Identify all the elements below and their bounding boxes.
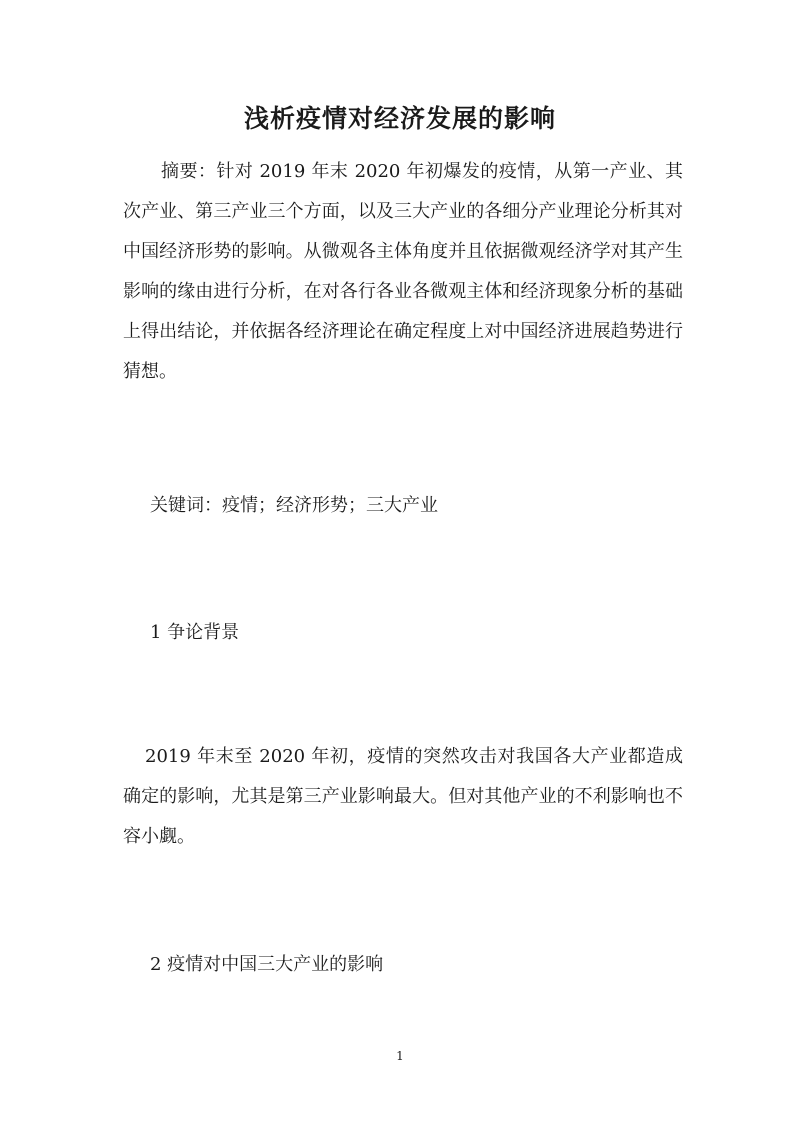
keywords-line: 关键词：疫情；经济形势；三大产业 [150, 495, 438, 516]
document-title: 浅析疫情对经济发展的影响 [243, 104, 556, 133]
abstract-paragraph: 摘要：针对 2019 年末 2020 年初爆发的疫情，从第一产业、其次产业、第三产业三个方面，以及三大产业的各细分产业理论分析其对中国经济形势的影响。从微观各主体角度并且依据微观经济学对其产生影响的缘由进行分析，在对各行各业各微观主体和经济现象分析的基础上得出结论，并依据各经济理论在确定程度上对中国经济进展趋势进行猜想。 [123, 161, 683, 382]
page-number: 1 [396, 1049, 404, 1063]
section-1-heading: 1 争论背景 [150, 622, 240, 643]
section-2-heading: 2 疫情对中国三大产业的影响 [150, 954, 384, 975]
section-1-body: 2019 年末至 2020 年初，疫情的突然攻击对我国各大产业都造成确定的影响，尤其是第三产业影响最大。但对其他产业的不利影响也不容小觑。 [123, 746, 683, 847]
